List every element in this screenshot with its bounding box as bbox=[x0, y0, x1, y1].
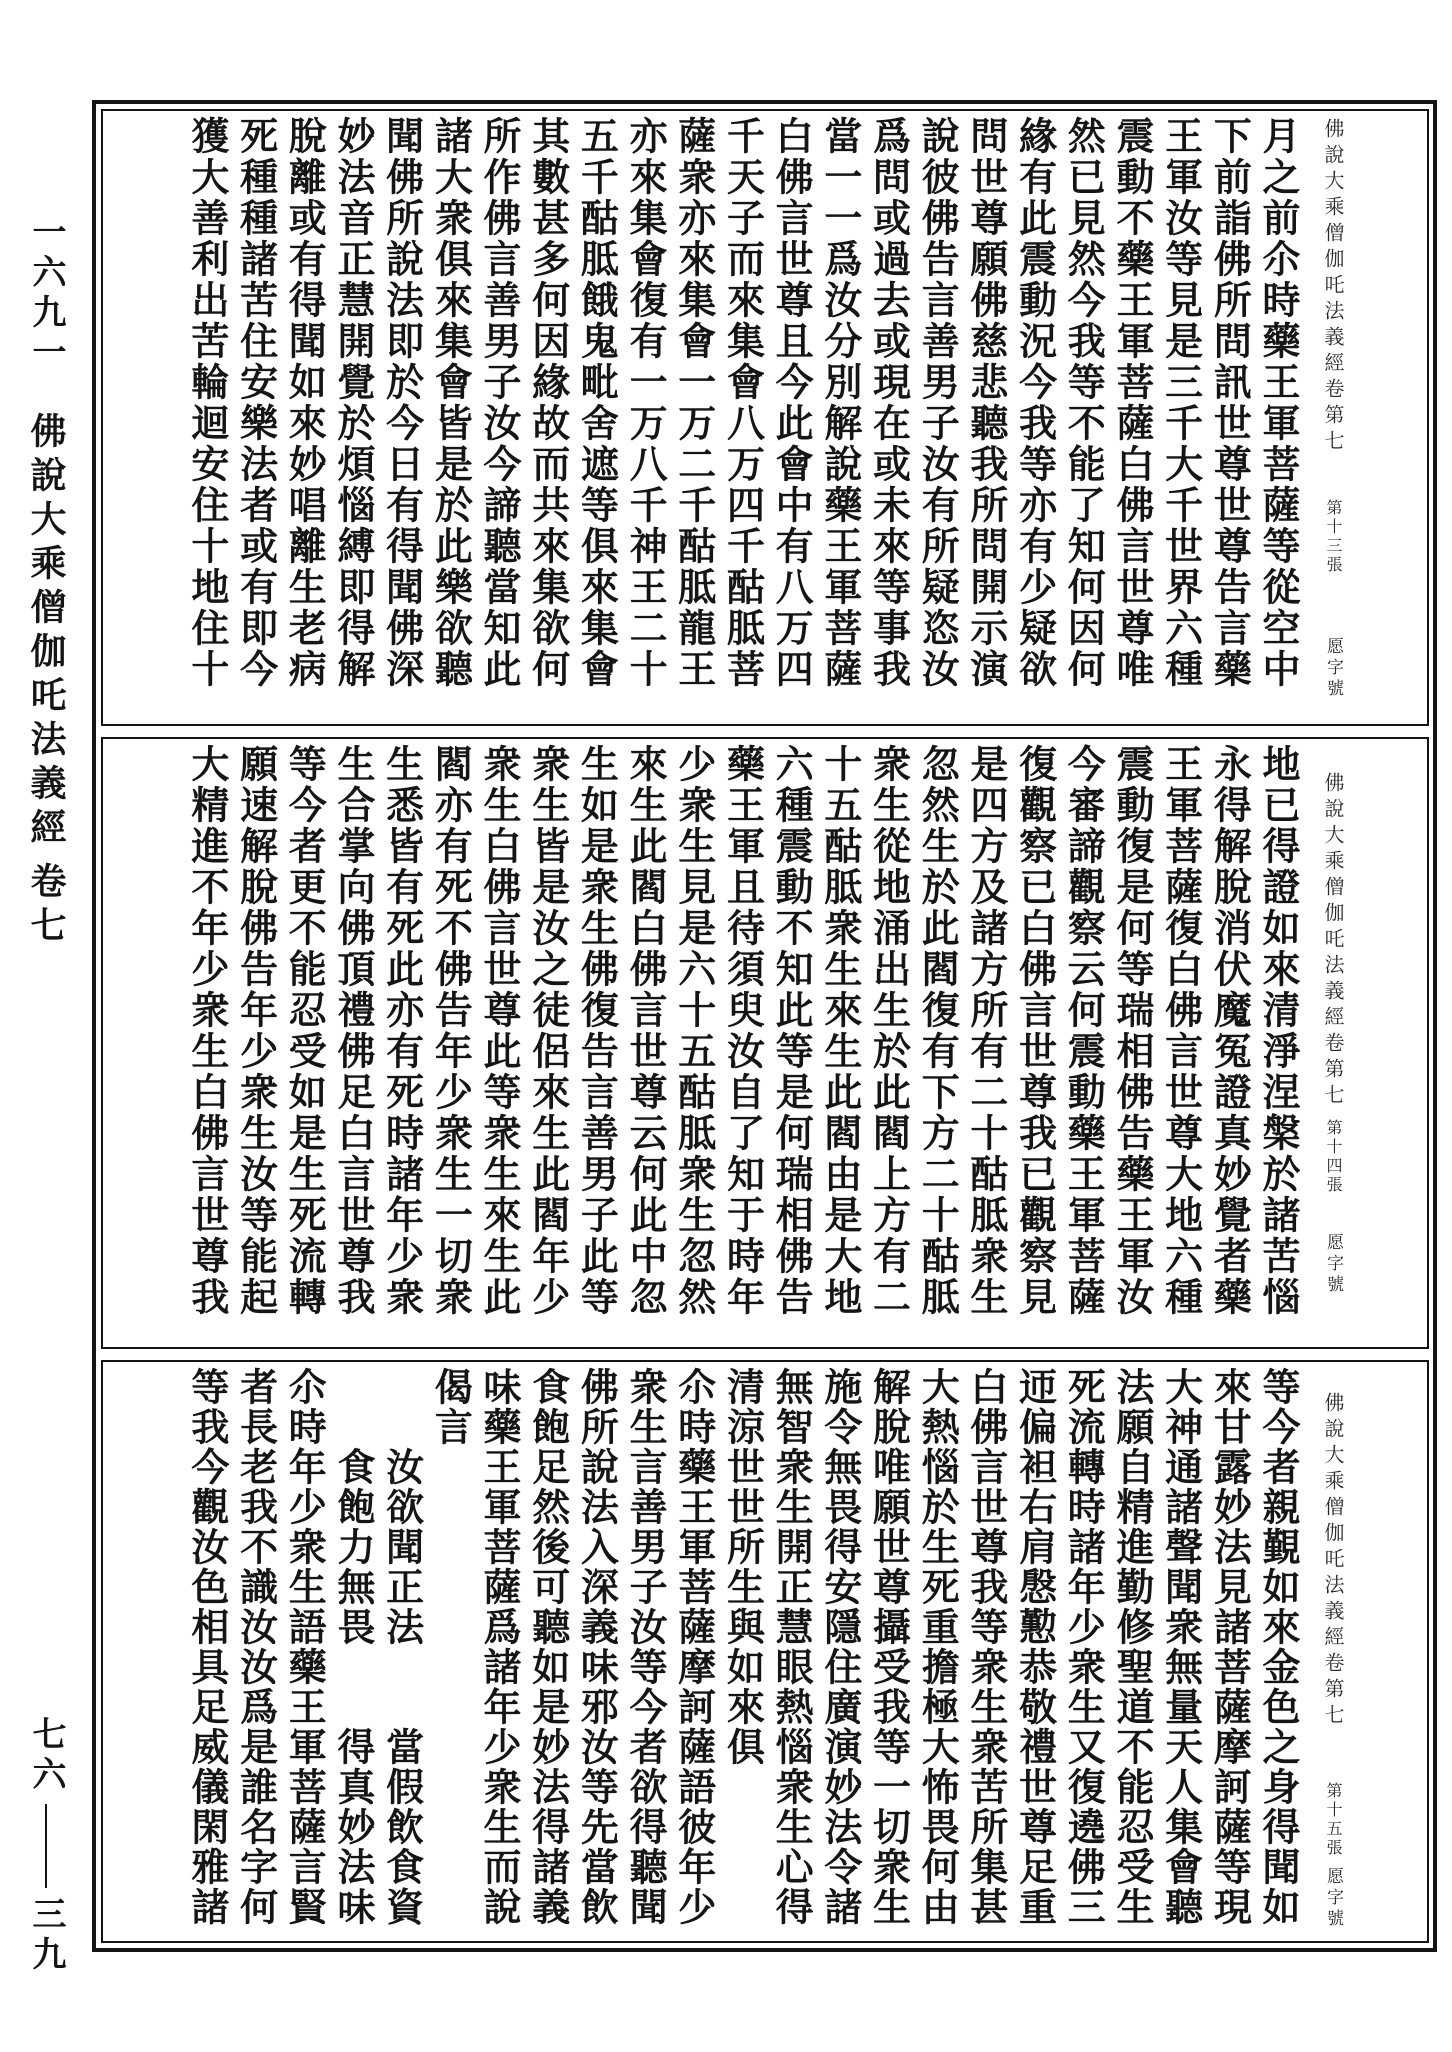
text-column: 衆生言善男子汝等今者欲得聽聞 bbox=[623, 1367, 669, 1927]
header-sheet-number: 第十四張 bbox=[1324, 1119, 1343, 1195]
text-column: 五千酤胝餓鬼毗舍遮等俱來集會 bbox=[574, 116, 620, 690]
text-columns bbox=[182, 116, 1302, 706]
text-column: 死流轉時諸年少衆生又復遶佛三 bbox=[1061, 1367, 1107, 1927]
header-sutra-title: 佛說大乘僧伽吒法義經卷第七 bbox=[1321, 118, 1345, 456]
volume-number: 一六九一 bbox=[26, 214, 66, 374]
text-column: 願速解脫佛告年少衆生汝等能起 bbox=[233, 744, 279, 1318]
text-column: 王軍菩薩復白佛言世尊大地六種 bbox=[1158, 744, 1204, 1318]
text-column: 是四方及諸方所有二十酤胝衆生 bbox=[963, 744, 1009, 1318]
text-column: 震動復是何等瑞相佛告藥王軍汝 bbox=[1109, 744, 1155, 1318]
page-number-dash bbox=[45, 1804, 47, 1888]
text-column: 聞佛所說法即於今日有得聞佛深 bbox=[379, 116, 425, 690]
text-column: 震動不藥王軍菩薩白佛言世尊唯 bbox=[1109, 116, 1155, 690]
text-column: 法願自精進勤修聖道不能忍受生 bbox=[1109, 1367, 1155, 1927]
text-column: 大精進不年少衆生白佛言世尊我 bbox=[184, 744, 230, 1318]
text-column: 諸大衆俱來集會皆是於此樂欲聽 bbox=[428, 116, 474, 690]
text-column: 妙法音正慧開覺於煩惱縛即得解 bbox=[330, 116, 376, 690]
text-column: 等我今觀汝色相具足威儀閑雅諸 bbox=[184, 1367, 230, 1927]
text-column: 王軍汝等見是三千大千世界六種 bbox=[1158, 116, 1204, 690]
text-column: 者長老我不識汝汝爲是誰名字何 bbox=[233, 1367, 279, 1927]
verse-upper-hemistich: 食飽力無畏 bbox=[330, 1447, 376, 1647]
text-column: 佛所說法入深義味邪汝等先當飲 bbox=[574, 1367, 620, 1927]
text-column: 白佛言世尊且今此會中有八万四 bbox=[769, 116, 815, 690]
verse-column bbox=[328, 1367, 377, 1937]
header-sutra-title: 佛說大乘僧伽吒法義經卷第七 bbox=[1321, 1392, 1345, 1730]
verse-lower-hemistich: 得真妙法味 bbox=[330, 1727, 376, 1927]
sheet-header-column bbox=[1320, 1362, 1346, 1941]
page-number-second: 三九 bbox=[26, 1896, 66, 1976]
text-column: 亦來集會復有一万八千神王二十 bbox=[623, 116, 669, 690]
text-column: 尒時藥王軍菩薩摩訶薩語彼年少 bbox=[671, 1367, 717, 1927]
verse-upper-hemistich: 汝欲聞正法 bbox=[379, 1447, 425, 1647]
text-column: 當一一爲汝分別解說藥王軍菩薩 bbox=[817, 116, 863, 690]
sheet-header-column bbox=[1320, 111, 1346, 724]
text-column: 生合掌向佛頂禮佛足白言世尊我 bbox=[330, 744, 376, 1318]
text-column: 忽然生於此閻復有下方二十酤胝 bbox=[915, 744, 961, 1318]
text-column: 今審諦觀察云何震動藥王軍菩薩 bbox=[1061, 744, 1107, 1318]
text-column: 味藥王軍菩薩爲諸年少衆生而說 bbox=[477, 1367, 522, 1927]
text-column: 白佛言世尊我等衆生衆苦所集甚 bbox=[963, 1367, 1009, 1927]
text-column: 緣有此震動況今我等亦有少疑欲 bbox=[1012, 116, 1058, 690]
text-column: 食飽足然後可聽如是妙法得諸義 bbox=[525, 1367, 571, 1927]
text-column: 清涼世世所生與如來俱 bbox=[720, 1367, 766, 1767]
page-number-first: 七六 bbox=[26, 1716, 66, 1796]
register-bottom bbox=[101, 1360, 1429, 1943]
text-column: 千天子而來集會八万四千酤胝菩 bbox=[720, 116, 766, 690]
text-column: 施令無畏得安隱住廣演妙法令諸 bbox=[817, 1367, 863, 1927]
text-column: 等今者更不能忍受如是生死流轉 bbox=[282, 744, 328, 1318]
margin-fascicle: 卷七 bbox=[25, 862, 67, 950]
text-column: 衆生從地涌出生於此閻上方有二 bbox=[866, 744, 912, 1318]
text-column: 偈言 bbox=[428, 1367, 474, 1447]
text-column: 生悉皆有死此亦有死時諸年少衆 bbox=[379, 744, 425, 1318]
text-column: 尒時年少衆生語藥王軍菩薩言賢 bbox=[282, 1367, 328, 1927]
text-column: 衆生白佛言世尊此等衆生來生此 bbox=[477, 744, 522, 1318]
text-column: 地已得證如來清淨涅槃於諸苦惱 bbox=[1256, 744, 1301, 1318]
text-column: 月之前尒時藥王軍菩薩等從空中 bbox=[1256, 116, 1301, 690]
text-column: 少衆生見是六十五酤胝衆生忽然 bbox=[671, 744, 717, 1318]
text-column: 大神通諸聲聞衆無量天人集會聽 bbox=[1158, 1367, 1204, 1927]
header-sheet-number: 第十三張 bbox=[1324, 499, 1343, 575]
text-column: 大熱惱於生死重擔極大怖畏何由 bbox=[915, 1367, 961, 1927]
text-column: 來甘露妙法見諸菩薩摩訶薩等現 bbox=[1207, 1367, 1253, 1927]
sheet-header-column bbox=[1320, 739, 1346, 1347]
text-column: 爲問或過去或現在或未來等事我 bbox=[866, 116, 912, 690]
text-column: 說彼佛告言善男子汝有所疑恣汝 bbox=[915, 116, 961, 690]
text-column: 藥王軍且待須臾汝自了知于時年 bbox=[720, 744, 766, 1318]
text-column: 復觀察已白佛言世尊我已觀察見 bbox=[1012, 744, 1058, 1318]
header-sutra-title: 佛說大乘僧伽吒法義經卷第七 bbox=[1321, 772, 1345, 1110]
header-sheet-number: 第十五張 bbox=[1324, 1782, 1343, 1858]
text-columns bbox=[182, 1367, 1302, 1937]
register-top bbox=[101, 109, 1429, 726]
text-column: 下前詣佛所問訊世尊世尊告言藥 bbox=[1207, 116, 1253, 690]
header-character-mark: 愿字號 bbox=[1323, 1867, 1343, 1930]
text-column: 衆生皆是汝之徒侶來生此閻年少 bbox=[525, 744, 571, 1318]
text-column: 然已見然今我等不能了知何因何 bbox=[1061, 116, 1107, 690]
text-column: 解脫唯願世尊攝受我等一切衆生 bbox=[866, 1367, 912, 1927]
text-column: 十五酤胝衆生來生此閻由是大地 bbox=[817, 744, 863, 1318]
register-middle bbox=[101, 737, 1429, 1349]
text-column: 無智衆生開正慧眼熱惱衆生心得 bbox=[769, 1367, 815, 1927]
text-column: 永得解脫消伏魔冤證真妙覺者藥 bbox=[1207, 744, 1253, 1318]
text-column: 其數甚多何因緣故而共來集欲何 bbox=[525, 116, 571, 690]
text-column: 所作佛言善男子汝今諦聽當知此 bbox=[477, 116, 522, 690]
text-column: 等今者親覲如來金色之身得聞如 bbox=[1256, 1367, 1301, 1927]
verse-lower-hemistich: 當假飲食資 bbox=[379, 1727, 425, 1927]
text-column: 生如是衆生佛復告言善男子此等 bbox=[574, 744, 620, 1318]
text-column: 問世尊願佛慈悲聽我所問開示演 bbox=[963, 116, 1009, 690]
margin-sutra-title: 佛說大乘僧伽吒法義經 bbox=[25, 412, 67, 852]
text-columns bbox=[182, 744, 1302, 1334]
text-column: 迊偏袒右肩慇懃恭敬禮世尊足重 bbox=[1012, 1367, 1058, 1927]
text-column: 六種震動不知此等是何瑞相佛告 bbox=[769, 744, 815, 1318]
text-column: 薩衆亦來集會一万二千酤胝龍王 bbox=[671, 116, 717, 690]
header-character-mark: 愿字號 bbox=[1323, 1233, 1343, 1296]
text-column: 脫離或有得聞如來妙唱離生老病 bbox=[282, 116, 328, 690]
text-column: 閻亦有死不佛告年少衆生一切衆 bbox=[428, 744, 474, 1318]
text-column: 獲大善利出苦輪迴安住十地住十 bbox=[184, 116, 230, 690]
text-column: 來生此閻白佛言世尊云何此中忽 bbox=[623, 744, 669, 1318]
verse-column bbox=[377, 1367, 426, 1937]
header-character-mark: 愿字號 bbox=[1323, 637, 1343, 700]
text-column: 死種種諸苦住安樂法者或有即今 bbox=[233, 116, 279, 690]
